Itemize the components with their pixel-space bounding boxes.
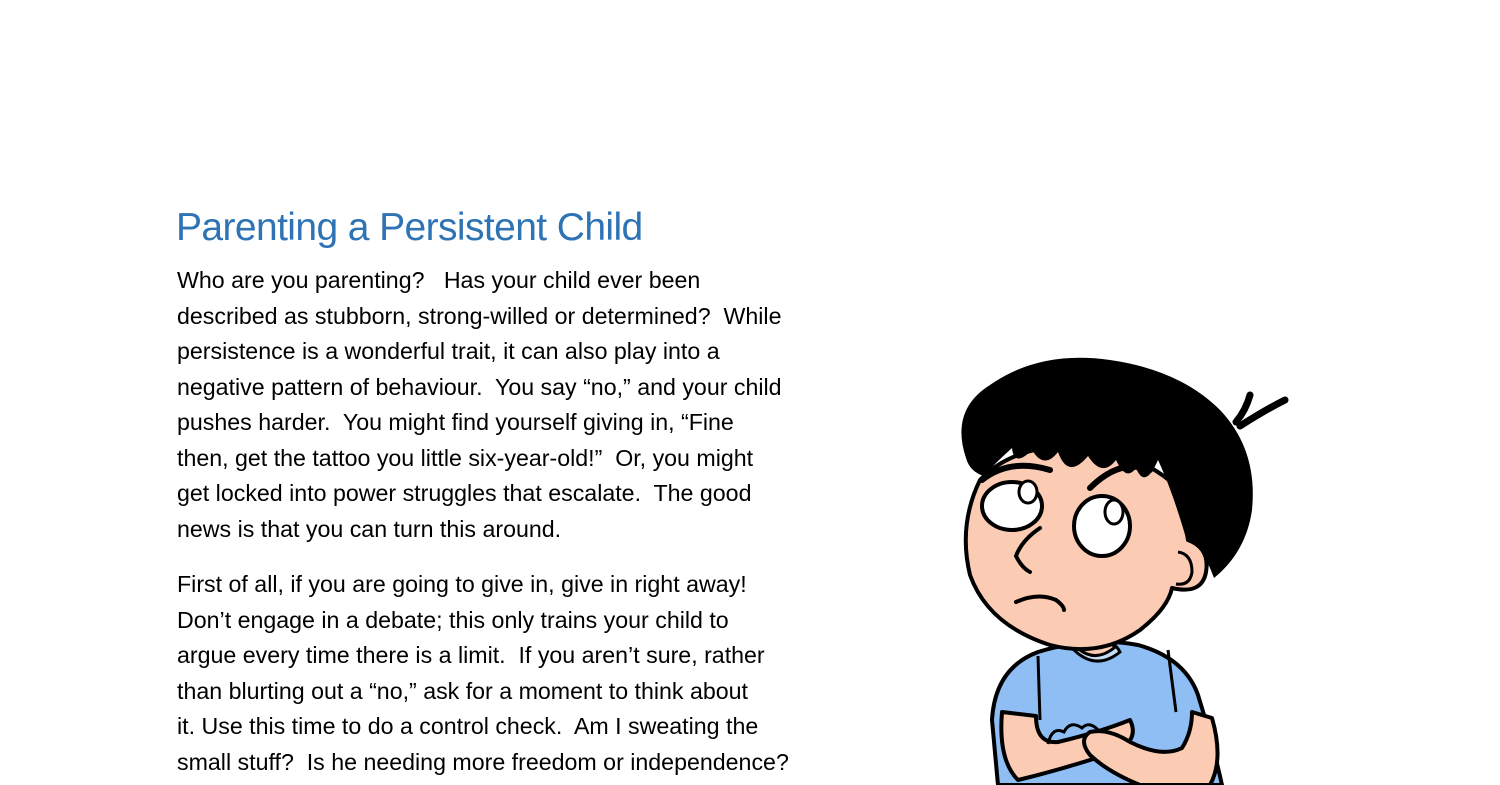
paragraph-line: than blurting out a “no,” ask for a moment to think about xyxy=(177,677,748,704)
pupil-right xyxy=(1105,500,1123,524)
paragraph-line: news is that you can turn this around. xyxy=(177,515,562,542)
cowlick xyxy=(1236,395,1285,426)
paragraph-line: argue every time there is a limit. If you aren’t sure, rather xyxy=(177,642,765,668)
paragraph-line: then, get the tattoo you little six-year-old!” Or, you might xyxy=(177,444,754,471)
paragraph-line: Who are you parenting? Has your child ever been xyxy=(177,267,701,293)
paragraph-line: Don’t engage in a debate; this only trains your child to xyxy=(177,606,729,633)
paragraph-line: persistence is a wonderful trait, it can also play into a xyxy=(177,338,720,364)
pupil-left xyxy=(1019,481,1037,503)
paragraph-advice xyxy=(177,567,857,780)
paragraph-line: small stuff? Is he needing more freedom or independence? xyxy=(177,748,789,775)
paragraph-line: pushes harder. You might find yourself giving in, “Fine xyxy=(177,409,734,435)
stubborn-child-illustration xyxy=(940,340,1300,785)
paragraph-line: described as stubborn, strong-willed or determined? While xyxy=(177,302,782,329)
paragraph-line: it. Use this time to do a control check. Am I sweating the xyxy=(177,713,759,739)
page-title: Parenting a Persistent Child xyxy=(176,206,643,249)
paragraph-intro xyxy=(177,263,857,547)
paragraph-line: First of all, if you are going to give in, give in right away! xyxy=(177,571,747,597)
paragraph-line: get locked into power struggles that escalate. The good xyxy=(177,480,752,506)
paragraph-line: negative pattern of behaviour. You say “no,” and your child xyxy=(177,373,782,400)
suspender xyxy=(1038,656,1040,720)
